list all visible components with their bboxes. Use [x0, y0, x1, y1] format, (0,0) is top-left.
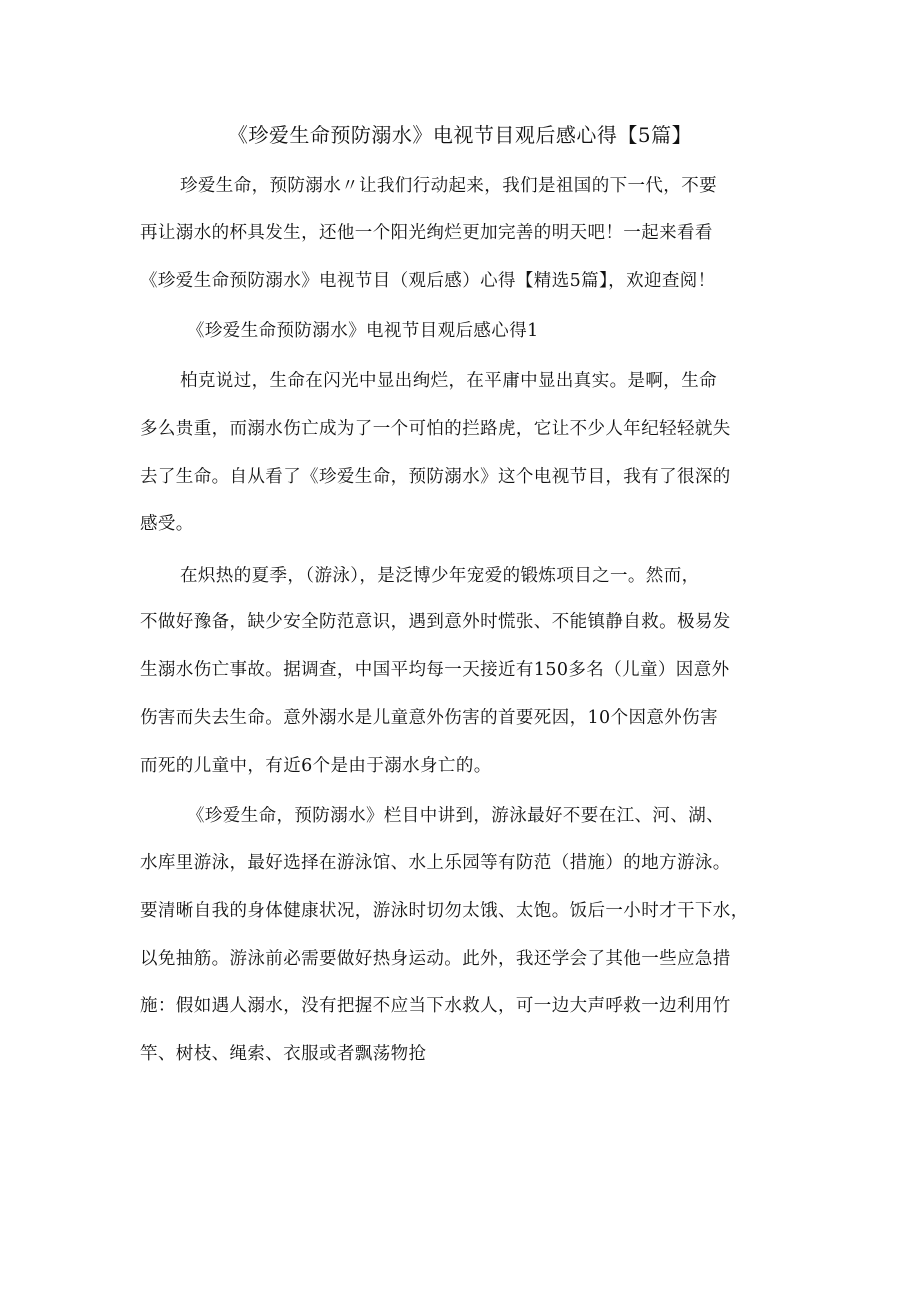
paragraph-line: 生溺水伤亡事故。据调查，中国平均每一天接近有150多名（儿童）因意外 [140, 660, 730, 680]
document-title: 《珍爱生命预防溺水》电视节目观后感心得【5篇】 [227, 123, 693, 147]
section-title: 《珍爱生命预防溺水》电视节目观后感心得1 [187, 321, 539, 341]
paragraph-line: 《珍爱生命，预防溺水》栏目中讲到，游泳最好不要在江、河、湖、 [187, 806, 724, 826]
intro-line: 《珍爱生命预防溺水》电视节目（观后感）心得【精选5篇】，欢迎查阅！ [140, 271, 716, 291]
paragraph-line: 柏克说过，生命在闪光中显出绚烂，在平庸中显出真实。是啊，生命 [180, 371, 717, 391]
paragraph-line: 不做好豫备，缺少安全防范意识，遇到意外时慌张、不能镇静自救。极易发 [140, 612, 731, 632]
paragraph-line: 施：假如遇人溺水，没有把握不应当下水救人，可一边大声呼救一边利用竹 [140, 996, 731, 1016]
intro-line: 珍爱生命，预防溺水〃让我们行动起来，我们是祖国的下一代，不要 [180, 176, 717, 196]
paragraph-line: 竿、树枝、绳索、衣服或者飘荡物抢 [140, 1044, 427, 1064]
paragraph-line: 要清晰自我的身体健康状况，游泳时切勿太饿、太饱。饭后一小时才干下水， [140, 901, 749, 921]
intro-line: 再让溺水的杯具发生，还他一个阳光绚烂更加完善的明天吧！一起来看看 [140, 223, 713, 243]
paragraph-line: 伤害而失去生命。意外溺水是儿童意外伤害的首要死因，10个因意外伤害 [140, 708, 718, 728]
paragraph-line: 以免抽筋。游泳前必需要做好热身运动。此外，我还学会了其他一些应急措 [140, 949, 731, 969]
paragraph-line: 水库里游泳，最好选择在游泳馆、水上乐园等有防范（措施）的地方游泳。 [140, 853, 731, 873]
paragraph-line: 感受。 [140, 514, 194, 534]
paragraph-line: 多么贵重，而溺水伤亡成为了一个可怕的拦路虎，它让不少人年纪轻轻就失 [140, 419, 731, 439]
paragraph-line: 在炽热的夏季，（游泳），是泛博少年宠爱的锻炼项目之一。然而， [180, 566, 700, 586]
paragraph-line: 去了生命。自从看了《珍爱生命，预防溺水》这个电视节目，我有了很深的 [140, 467, 731, 487]
paragraph-line: 而死的儿童中，有近6个是由于溺水身亡的。 [140, 756, 492, 776]
